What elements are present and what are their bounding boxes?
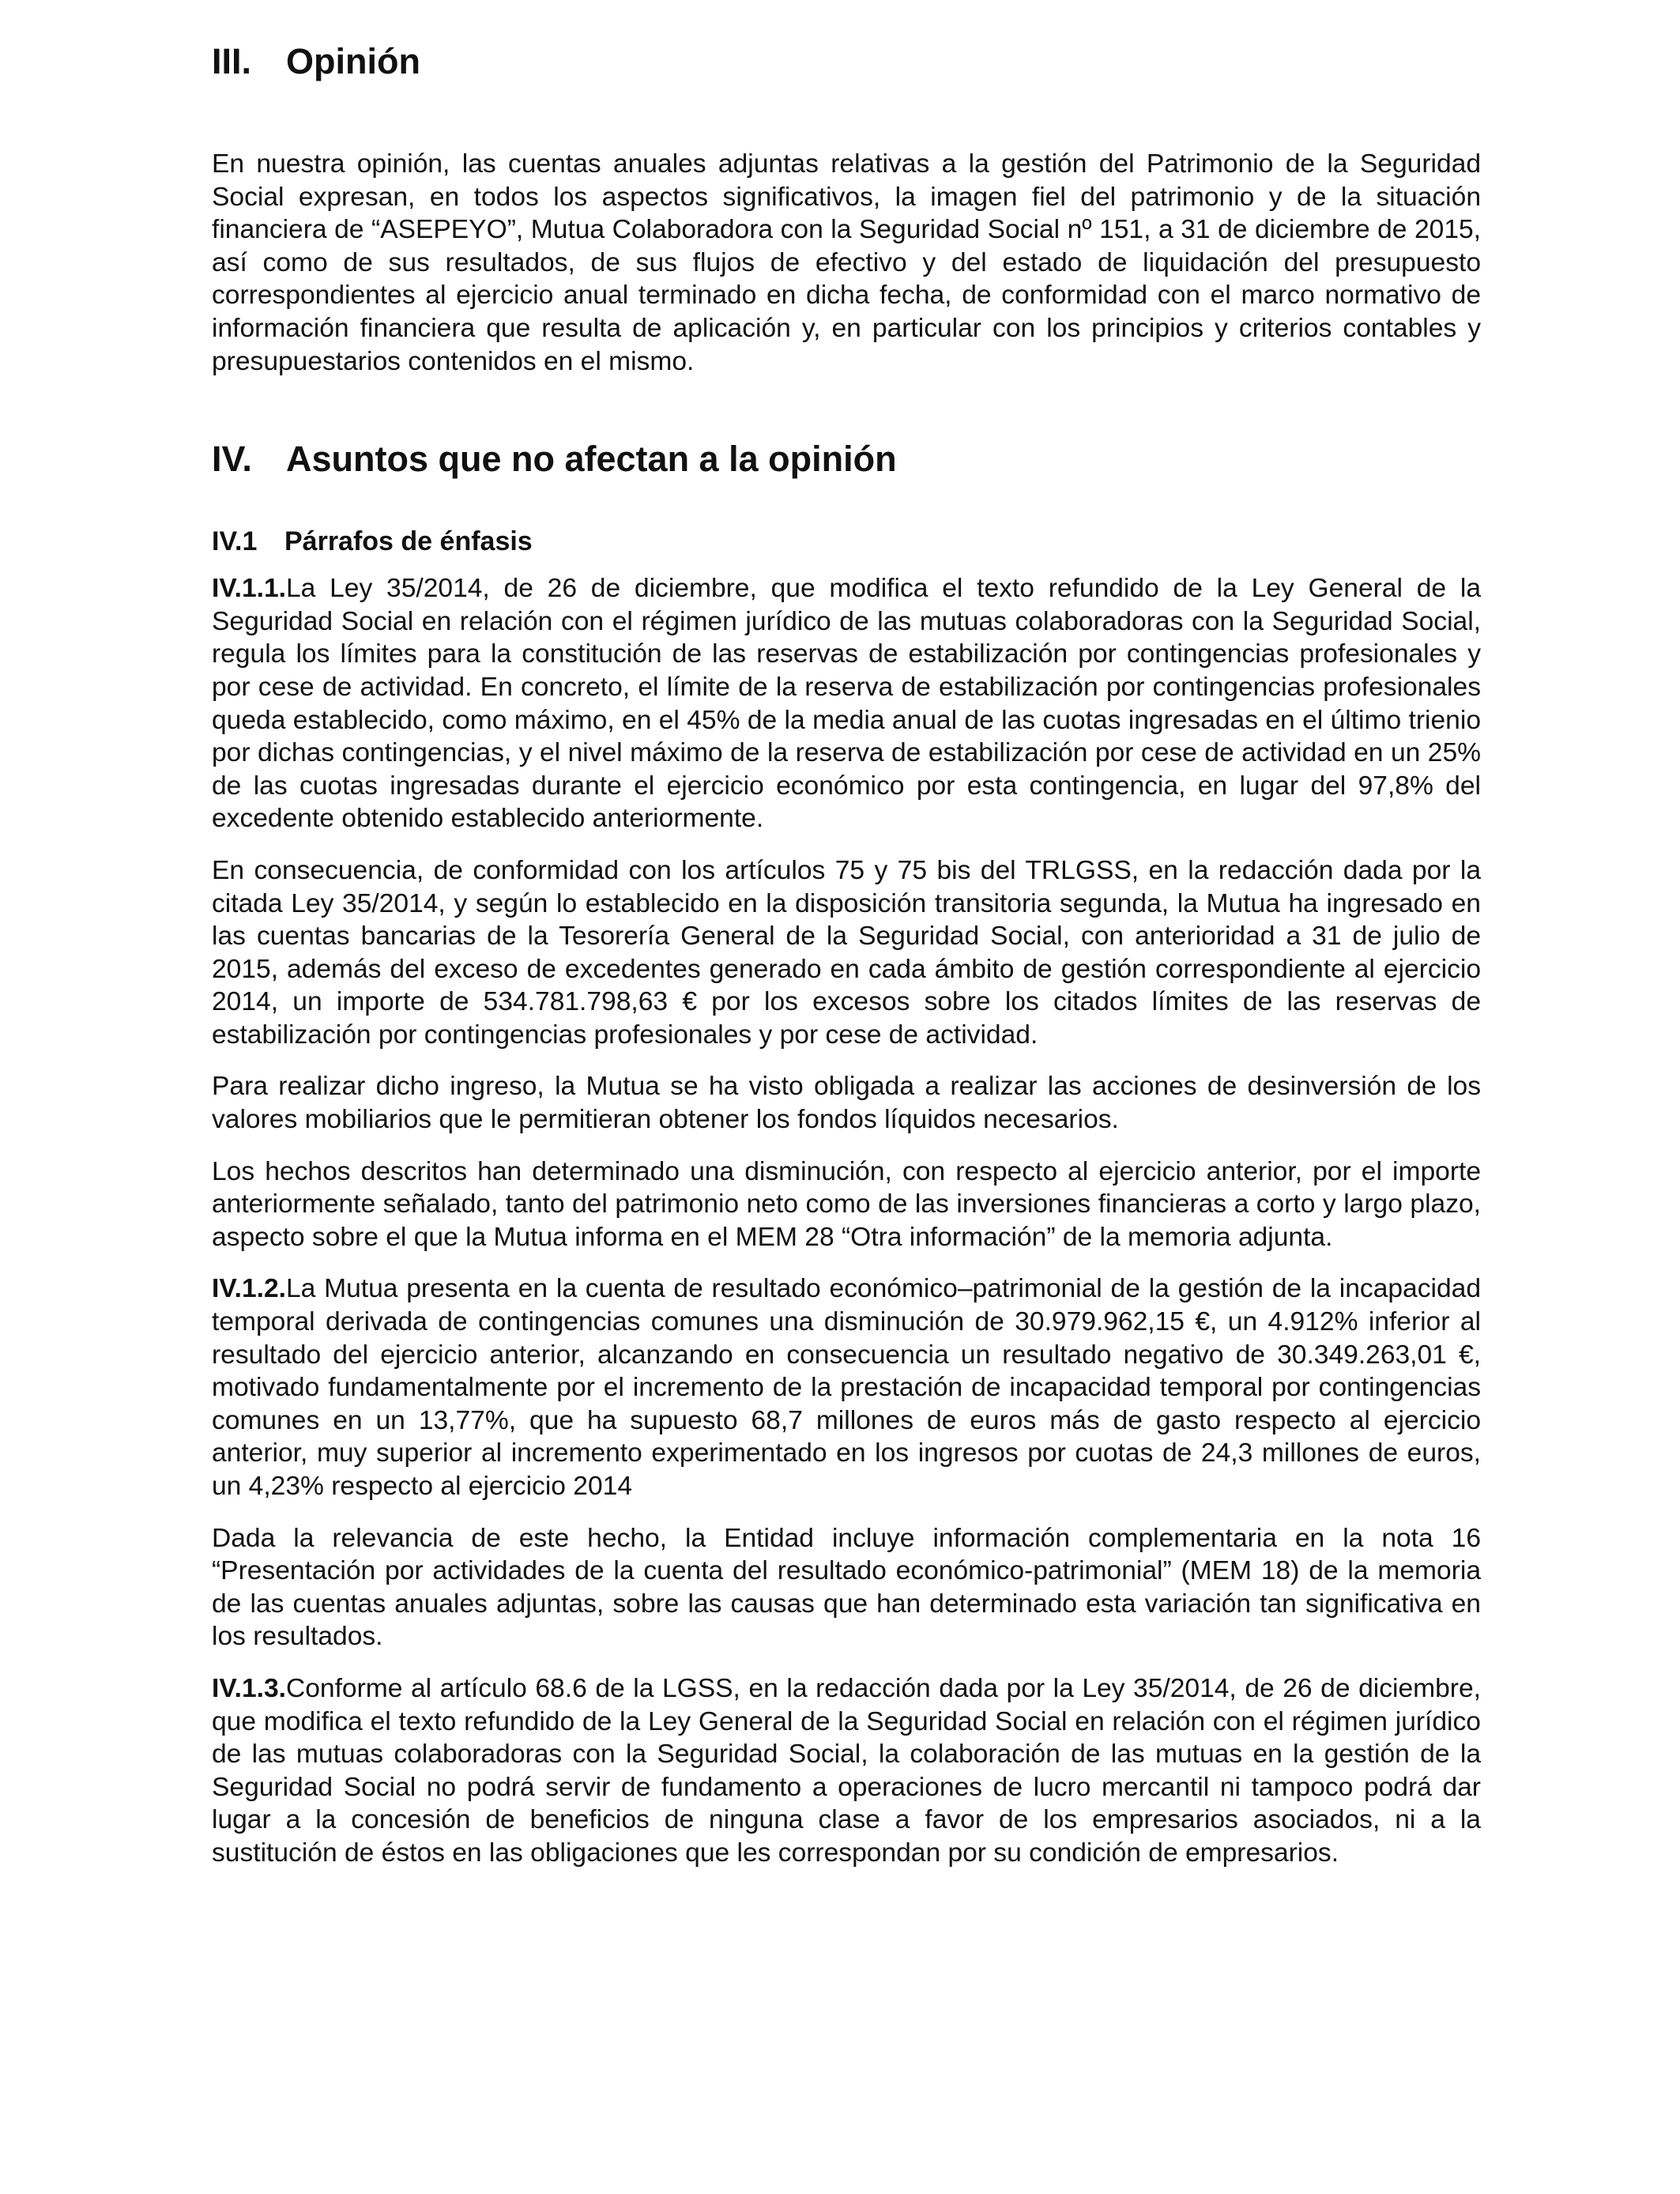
paragraph-relevance: Dada la relevancia de este hecho, la Entidad incluye información complementaria en la nota 16 “Presentación por actividades de la cuenta del resultado económico-patrimonial” (MEM 18) de la memoria de las cuentas anuales adjuntas, sobre las causas que han determinado esta variación tan significativa en los resultados. <box>212 1523 1481 1652</box>
subsection-title: Párrafos de énfasis <box>284 526 533 557</box>
section-number: III. <box>212 41 252 81</box>
section-heading-opinion <box>212 38 1481 85</box>
paragraph-text: Conforme al artículo 68.6 de la LGSS, en la redacción dada por la Ley 35/2014, de 26 de diciembre, que modifica el texto refundido de la Ley General de la Seguridad Social en relación con el régimen jurídico de las mutuas colaboradoras con la Seguridad Social, la colaboración de las mutuas en la gestión de la Seguridad Social no podrá servir de fundamento a operaciones de lucro mercantil ni tampoco podrá dar lugar a la concesión de beneficios de ninguna clase a favor de los empresarios asociados, ni a la sustitución de éstos en las obligaciones que les correspondan por su condición de empresarios. <box>212 1673 1481 1868</box>
subsection-heading-emphasis <box>212 524 1481 559</box>
paragraph-label: IV.1.1. <box>212 574 286 604</box>
document-page <box>212 32 1481 1870</box>
paragraph-iv-1-1 <box>212 572 1481 835</box>
paragraph-facts: Los hechos descritos han determinado una disminución, con respecto al ejercicio anterior, por el importe anteriormente señalado, tanto del patrimonio neto como de las inversiones financieras a corto y largo plazo, aspecto sobre el que la Mutua informa en el MEM 28 “Otra información” de la memoria adjunta. <box>212 1156 1481 1252</box>
paragraph-iv-1-3 <box>212 1672 1481 1870</box>
section-title: Opinión <box>286 41 420 81</box>
paragraph-consequence: En consecuencia, de conformidad con los artículos 75 y 75 bis del TRLGSS, en la redacción dada por la citada Ley 35/2014, y según lo establecido en la disposición transitoria segunda, la Mutua ha ingresado en las cuentas bancarias de la Tesorería General de la Seguridad Social, con anterioridad a 31 de julio de 2015, además del exceso de excedentes generado en cada ámbito de gestión correspondiente al ejercicio 2014, un importe de 534.781.798,63 € por los excesos sobre los citados límites de las reservas de estabilización por contingencias profesionales y por cese de actividad. <box>212 855 1481 1050</box>
paragraph-label: IV.1.3. <box>212 1673 286 1703</box>
paragraph-text: La Ley 35/2014, de 26 de diciembre, que modifica el texto refundido de la Ley General de la Seguridad Social en relación con el régimen jurídico de las mutuas colaboradoras con la Seguridad Social, regula los límites para la constitución de las reservas de estabilización por contingencias profesionales y por cese de actividad. En concreto, el límite de la reserva de estabilización por contingencias profesionales queda establecido, como máximo, en el 45% de la media anual de las cuotas ingresadas en el último trienio por dichas contingencias, y el nivel máximo de la reserva de estabilización por cese de actividad en un 25% de las cuotas ingresadas durante el ejercicio económico por esta contingencia, en lugar del 97,8% del excedente obtenido establecido anteriormente. <box>212 574 1481 834</box>
section-title: Asuntos que no afectan a la opinión <box>286 439 897 480</box>
paragraph-iv-1-2 <box>212 1272 1481 1502</box>
subsection-number: IV.1 <box>212 526 258 557</box>
paragraph-divestment: Para realizar dicho ingreso, la Mutua se ha visto obligada a realizar las acciones de desinversión de los valores mobiliarios que le permitieran obtener los fondos líquidos necesarios. <box>212 1072 1481 1135</box>
section-heading-matters <box>212 435 1481 483</box>
paragraph-text: La Mutua presenta en la cuenta de resultado económico–patrimonial de la gestión de la incapacidad temporal derivada de contingencias comunes una disminución de 30.979.962,15 €, un 4.912% inferior al resultado del ejercicio anterior, alcanzando en consecuencia un resultado negativo de 30.349.263,01 €, motivado fundamentalmente por el incremento de la prestación de incapacidad temporal por contingencias comunes en un 13,77%, que ha supuesto 68,7 millones de euros más de gasto respecto al ejercicio anterior, muy superior al incremento experimentado en los ingresos por cuotas de 24,3 millones de euros, un 4,23% respecto al ejercicio 2014 <box>212 1274 1481 1501</box>
section-number: IV. <box>212 439 252 480</box>
paragraph-label: IV.1.2. <box>212 1274 286 1304</box>
opinion-paragraph: En nuestra opinión, las cuentas anuales adjuntas relativas a la gestión del Patrimonio de la Seguridad Social expresan, en todos los aspectos significativos, la imagen fiel del patrimonio y de la situación financiera de “ASEPEYO”, Mutua Colaboradora con la Seguridad Social nº 151, a 31 de diciembre de 2015, así como de sus resultados, de sus flujos de efectivo y del estado de liquidación del presupuesto correspondientes al ejercicio anual terminado en dicha fecha, de conformidad con el marco normativo de información financiera que resulta de aplicación y, en particular con los principios y criterios contables y presupuestarios contenidos en el mismo. <box>212 149 1481 376</box>
